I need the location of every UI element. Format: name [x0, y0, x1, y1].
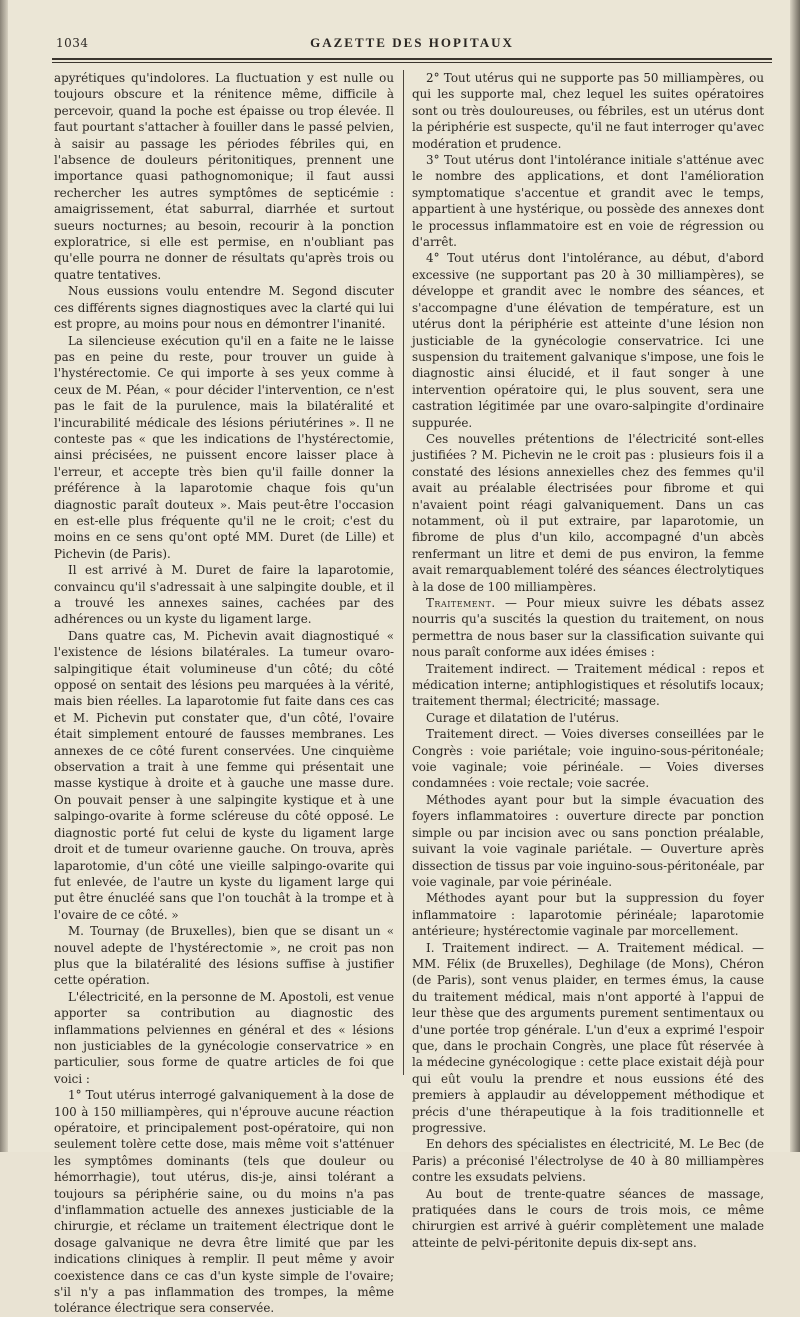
paragraph-text: En dehors des spécialistes en électricité, M. Le Bec (de Paris) a préconisé l'électrolyse de 40 à 80 milliampères contre les exsudats pelviens.	[412, 1137, 764, 1185]
paragraph-text: I. Traitement indirect. — A. Traitement médical. — MM. Félix (de Bruxelles), Deghilage (de Mons), Chéron (de Paris), sont venus plaider, en termes émus, la cause du traitement médical, mais n'ont apporté à l'appui de leur thèse que des arguments purement sentimentaux ou d'une portée trop générale. L'un d'eux a exprimé l'espoir que, dans le prochain Congrès, une place fût réservée à la médecine gynécologique : cette place existait déjà pour qui eût voulu la prendre et nous eussions été des premiers à applaudir au développement méthodique et précis d'une thérapeutique à la fois traditionnelle et progressive.	[412, 940, 764, 1135]
paragraph-text: 2° Tout utérus qui ne supporte pas 50 milliampères, ou qui les supporte mal, chez lequel les suites opératoires sont ou très douloureuses, ou fébriles, est un utérus dont la périphérie est suspecte, qu'il ne faut interroger qu'avec modération et prudence.	[412, 71, 764, 151]
paragraph-text: La silencieuse exécution qu'il en a faite ne le laisse pas en peine du reste, pour trouver un guide à l'hystérectomie. Ce qui importe à ses yeux comme à ceux de M. Péan, « pour décider l'intervention, ce n'est pas le fait de la purulence, mais la bilatéralité et l'incurabilité médicale des lésions périutérines ». Il ne conteste pas « que les indications de l'hystérectomie, ainsi précisées, ne puissent encore laisser place à l'erreur, et accepte très bien qu'il faille donner la préférence à la laparotomie chaque fois qu'un diagnostic paraît douteux ». Mais peut-être l'occasion en est-elle plus fréquente qu'il ne le croit; c'est du moins en ce sens qu'ont opté MM. Duret (de Lille) et Pichevin (de Paris).	[54, 333, 394, 561]
paragraph	[412, 726, 764, 792]
paragraph-text: M. Tournay (de Bruxelles), bien que se disant un « nouvel adepte de l'hystérectomie », ne croit pas non plus que la bilatéralité des lésions suffise à justifier cette opération.	[54, 924, 394, 988]
paragraph-text: Au bout de trente-quatre séances de massage, pratiquées dans le cours de trois mois, ce même chirurgien est arrivé à guérir complètement une malade atteinte de pelvi-péritonite depuis dix-sept ans.	[412, 1186, 764, 1250]
paragraph-text: 4° Tout utérus dont l'intolérance, au début, d'abord excessive (ne supportant pas 20 à 30 milliampères), se développe et grandit avec le nombre des séances, et s'accompagne d'une élévation de température, est un utérus dont la périphérie est atteinte d'une lésion non justiciable de la gynécologie conservatrice. Ici une suspension du traitement galvanique s'impose, une fois le diagnostic ainsi élucidé, et il faut songer à une intervention opératoire qui, le plus souvent, sera une castration légitimée par une ovaro-salpingite d'ordinaire suppurée.	[412, 251, 764, 430]
paragraph	[412, 661, 764, 710]
paragraph	[412, 250, 764, 430]
paragraph-text: Il est arrivé à M. Duret de faire la laparotomie, convaincu qu'il s'adressait à une salpingite double, et il a trouvé les annexes saines, cachées par des adhérences ou un kyste du ligament large.	[54, 563, 394, 627]
paragraph-text: 3° Tout utérus dont l'intolérance initiale s'atténue avec le nombre des applications, et dont l'amélioration symptomatique s'accentue et grandit avec le temps, appartient à une hystérique, ou possède des annexes dont le processus inflammatoire est en voie de régression ou d'arrêt.	[412, 153, 764, 250]
section-heading: Traitement.	[426, 596, 496, 610]
paragraph	[54, 562, 394, 628]
paragraph-text: Traitement indirect. — Traitement médical : repos et médication interne; antiphlogistiques et résolutifs locaux; traitement thermal; électricité; massage.	[412, 661, 764, 709]
paragraph-text: Méthodes ayant pour but la simple évacuation des foyers inflammatoires : ouverture directe par ponction simple ou par incision avec ou sans ponction préalable, suivant la voie vaginale pariétale. — Ouverture après dissection de tissus par voie inguino-sous-péritonéale, par voie vaginale, par voie périnéale.	[412, 792, 764, 889]
paragraph	[412, 152, 764, 250]
paragraph-text: Nous eussions voulu entendre M. Segond discuter ces différents signes diagnostiques avec la clarté qui lui est propre, au moins pour nous en démontrer l'inanité.	[54, 284, 394, 332]
paragraph	[412, 595, 764, 661]
paragraph	[54, 923, 394, 989]
paragraph-text: apyrétiques qu'indolores. La fluctuation y est nulle ou toujours obscure et la rénitence même, difficile à percevoir, quand la poche est épaisse ou trop élevée. Il faut pourtant s'attacher à fouiller dans le passé pelvien, à saisir au passage les périodes fébriles qui, en l'absence de douleurs péritonitiques, prennent une importance quasi pathognomonique; il faut aussi rechercher les autres symptômes de septicémie : amaigrissement, état saburral, diarrhée et surtout sueurs nocturnes; au besoin, recourir à la ponction exploratrice, si elle est permise, en n'oubliant pas qu'elle pourra ne donner de résultats qu'après trois ou quatre tentatives.	[54, 71, 394, 282]
paragraph	[412, 710, 764, 726]
running-title: GAZETTE DES HOPITAUX	[310, 35, 514, 50]
paragraph	[412, 890, 764, 939]
header-rule	[52, 58, 772, 60]
paragraph	[412, 431, 764, 595]
paragraph	[412, 792, 764, 890]
column-divider	[403, 70, 404, 1075]
paragraph	[412, 1136, 764, 1185]
page-number: 1034	[56, 36, 89, 50]
page-left-edge	[0, 0, 8, 1152]
paragraph-text: L'électricité, en la personne de M. Apostoli, est venue apporter sa contribution au diagnostic des inflammations pelviennes en général et des « lésions non justiciables de la gynécologie conservatrice » en particulier, sous forme de quatre articles de foi que voici :	[54, 989, 394, 1086]
paragraph-text: Méthodes ayant pour but la suppression du foyer inflammatoire : laparotomie périnéale; laparotomie antérieure; hystérectomie vaginale par morcellement.	[412, 891, 764, 939]
page-right-edge	[790, 0, 800, 1152]
paragraph-text: Dans quatre cas, M. Pichevin avait diagnostiqué « l'existence de lésions bilatérales. La tumeur ovaro-salpingitique était volumineuse d'un côté; du côté opposé on sentait des lésions peu marquées à la vérité, mais bien réelles. La laparotomie fut faite dans ces cas et M. Pichevin put constater que, d'un côté, l'ovaire était simplement entouré de fausses membranes. Les annexes de ce côté furent conservées. Une cinquième observation a trait à une femme qui présentait une masse kystique à droite et à gauche une masse dure. On pouvait penser à une salpingite kystique et à une salpingo-ovarite à forme scléreuse du côté opposé. Le diagnostic porté fut celui de kyste du ligament large droit et de tumeur ovarienne gauche. On trouva, après laparotomie, d'un côté une vieille salpingo-ovarite qui fut enlevée, de l'autre un kyste du ligament large qui put être énucléé sans que l'on touchât à la trompe et à l'ovaire de ce côté. »	[54, 628, 394, 922]
paragraph	[54, 628, 394, 923]
paragraph-text: 1° Tout utérus interrogé galvaniquement à la dose de 100 à 150 milliampères, qui n'éprouve aucune réaction opératoire, et principalement post-opératoire, qui non seulement tolère cette dose, mais même voit s'atténuer les symptômes dominants (tels que douleur ou hémorrhagie), tout utérus, dis-je, ainsi tolérant a toujours sa périphérie saine, ou du moins n'a pas d'inflammation actuelle des annexes justiciable de la chirurgie, et réclame un traitement électrique dont le dosage galvanique ne devra être limité que par les indications cliniques à remplir. Il peut même y avoir coexistence dans ce cas d'un kyste simple de l'ovaire; s'il n'y a pas inflammation des trompes, la même tolérance électrique sera conservée.	[54, 1088, 394, 1316]
page-header	[52, 34, 772, 54]
paragraph-text: Traitement direct. — Voies diverses conseillées par le Congrès : voie pariétale; voie inguino-sous-péritonéale; voie vaginale; voie périnéale. — Voies diverses condamnées : voie rectale; voie sacrée.	[412, 727, 764, 791]
paragraph-text: Curage et dilatation de l'utérus.	[426, 710, 620, 725]
left-column	[54, 70, 394, 1316]
paragraph-text: — Pour mieux suivre les débats assez nourris qu'a suscités la question du traitement, on nous permettra de nous baser sur la classification suivante qui nous paraît conforme aux idées émises :	[412, 596, 764, 660]
paragraph	[412, 940, 764, 1137]
header-rule-thin	[52, 62, 772, 63]
paragraph	[412, 1186, 764, 1252]
paragraph	[54, 283, 394, 332]
paragraph	[54, 1087, 394, 1317]
right-column	[412, 70, 764, 1250]
paragraph-text: Ces nouvelles prétentions de l'électricité sont-elles justifiées ? M. Pichevin ne le croit pas : plusieurs fois il a constaté des lésions annexielles chez des femmes qu'il avait au préalable électrisées pour fibrome et qui n'avaient point réagi galvaniquement. Dans un cas notamment, où il put extraire, par laparotomie, un fibrome de plus d'un kilo, accompagné d'un abcès renfermant un litre et demi de pus environ, la femme avait remarquablement toléré des séances électrolytiques à la dose de 100 milliampères.	[412, 431, 764, 594]
paragraph	[54, 70, 394, 283]
paragraph	[412, 70, 764, 152]
paragraph	[54, 989, 394, 1087]
paragraph	[54, 333, 394, 563]
